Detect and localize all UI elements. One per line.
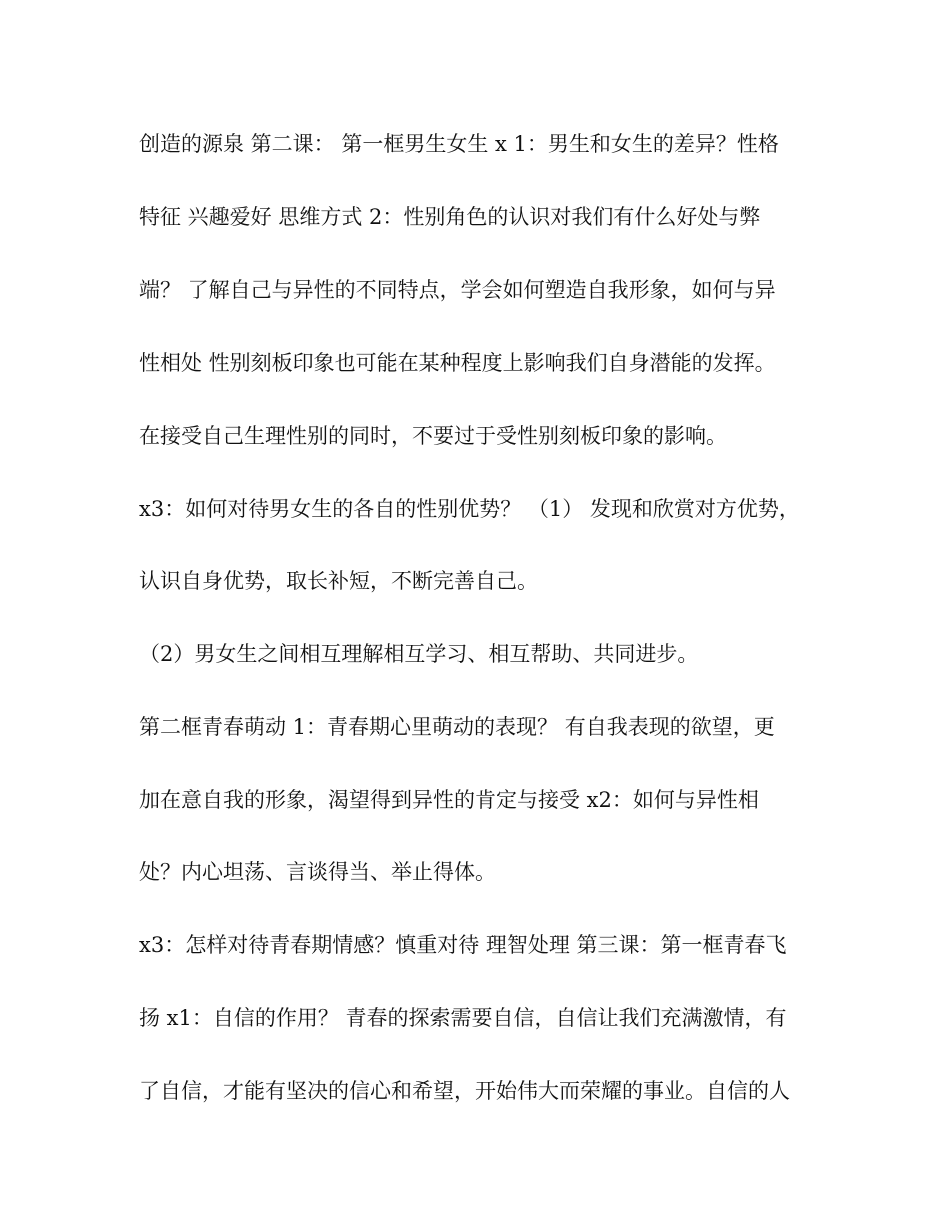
text-line: 端？ 了解自己与异性的不同特点，学会如何塑造自我形象，如何与异 — [139, 278, 776, 302]
text-line: （2）男女生之间相互理解相互学习、相互帮助、共同进步。 — [139, 642, 699, 666]
text-line: 在接受自己生理性别的同时，不要过于受性别刻板印象的影响。 — [139, 424, 727, 448]
text-line: x3：如何对待男女生的各自的性别优势？ （1） 发现和欣赏对方优势， — [139, 497, 800, 521]
text-line: 特征 兴趣爱好 思维方式 2：性别角色的认识对我们有什么好处与弊 — [139, 205, 761, 229]
text-line: 加在意自我的形象，渴望得到异性的肯定与接受 x2：如何与异性相 — [139, 788, 759, 812]
text-line: 了自信，才能有坚决的信心和希望，开始伟大而荣耀的事业。自信的人 — [139, 1079, 790, 1103]
text-line: x3：怎样对待青春期情感？慎重对待 理智处理 第三课：第一框青春飞 — [139, 933, 787, 957]
text-line: 第二框青春萌动 1：青春期心里萌动的表现？ 有自我表现的欲望，更 — [139, 715, 775, 739]
text-line: 认识自身优势，取长补短，不断完善自己。 — [139, 569, 538, 593]
text-line: 处？内心坦荡、言谈得当、举止得体。 — [139, 860, 496, 884]
text-line: 性相处 性别刻板印象也可能在某种程度上影响我们自身潜能的发挥。 — [139, 351, 776, 375]
text-line: 扬 x1：自信的作用？ 青春的探索需要自信，自信让我们充满激情，有 — [139, 1006, 787, 1030]
text-line: 创造的源泉 第二课： 第一框男生女生 x 1：男生和女生的差异？性格 — [139, 132, 779, 156]
